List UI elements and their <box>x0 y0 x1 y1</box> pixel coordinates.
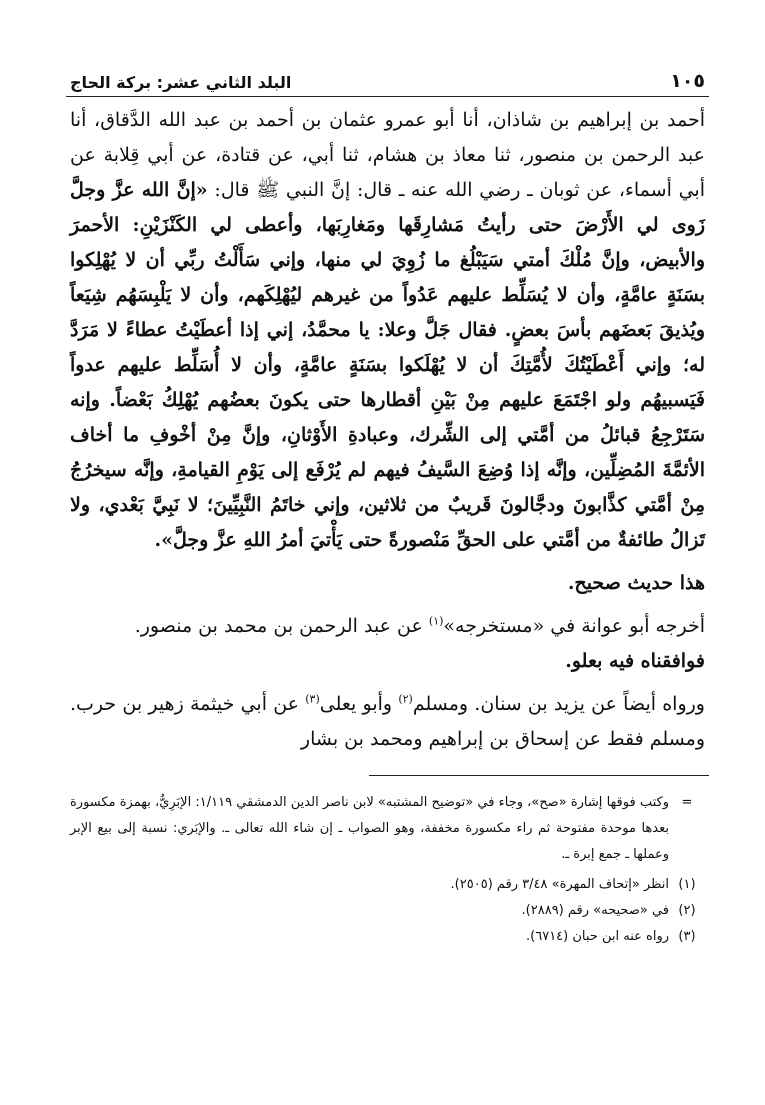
footnote-3 <box>70 924 705 950</box>
footnote-ref-3[interactable]: (٣) <box>305 692 320 706</box>
footnote-text: انظر «إتحاف المهرة» ٣/٤٨ رقم (٢٥٠٥). <box>450 877 669 892</box>
main-text <box>66 103 709 757</box>
verdict-text: هذا حديث صحيح. <box>567 572 705 594</box>
footnote-mark: (٢) <box>678 903 696 918</box>
isnad-text: أحمد بن إبراهيم بن شاذان، أنا أبو عمرو عثمان بن أحمد بن عبد الله الدَّقاق، أنا عبد الرحمن بن منصور، ثنا معاذ بن هشام، ثنا أبي، عن قتادة، عن أبي قِلابة عن أبي أسماء، عن ثوبان ـ رضي الله عنه ـ قال: إنَّ النبي ﷺ قال: <box>70 109 705 201</box>
footnote-2 <box>70 898 705 924</box>
footnote-ref-1[interactable]: (١) <box>428 614 444 628</box>
footnote-1 <box>70 872 705 898</box>
takhrij-paragraph <box>70 609 705 679</box>
hadith-text: «إنَّ الله عزَّ وجلَّ زَوى لي الأَرْضَ حتى رأيتُ مَشارِقَها ومَغارِبَها، وأعطى لي الكَنْزَيْنِ: الأحمرَ والأبيض، وإنَّ مُلْكَ أمتي سَيَبْلُغ ما زُوِيَ لي منها، وإني سَأَلْتُ ربِّي أن لا يُهْلِكوا بسَنَةٍ عامَّةٍ، وأن لا يُسَلِّط عليهم عَدُواً من غيرهم ليُهْلِكَهم، وأن لا يَلْبِسَهُم شِيَعاً ويُذيقَ بَعضَهم بأسَ بعضٍ. فقال جَلَّ وعلا: يا محمَّدُ، إني إذا أعطَيْتُ عطاءً لا مَرَدَّ له؛ وإني أَعْطَيْتُكَ لأُمَّتِكَ أن لا يُهْلَكوا بسَنَةٍ عامَّةٍ، وأن لا أُسَلِّط عليهم عدواً فَيَسبيهُم ولو اجْتَمَعَ عليهم مِنْ بَيْنِ أقطارها حتى يكونَ بعضُهم يُهْلِكُ بَعْضاً. وإنه سَتَرْجِعُ قبائلُ من أمَّتي إلى الشِّرك، وعبادةِ الأَوْثانِ، وإنَّ مِنْ أخْوفِ ما أخاف الأئمَّةَ المُضِلِّين، وإنَّه إذا وُضِعَ السَّيفُ فيهم لم يُرْفَع إلى يَوْمِ القيامةِ، وإنَّه سيخرُجُ مِنْ أمَّتي كذَّابونَ ودجَّالونَ قَريبٌ من ثلاثين، وإني خاتَمُ النَّبِيِّينَ؛ لا نَبِيَّ بَعْدي، ولا تَزالُ طائفةٌ من أمَّتي على الحقِّ مَنْصورةً حتى يَأْتيَ أمرُ اللهِ عزَّ وجلَّ». <box>70 179 705 551</box>
footnote-mark: (٣) <box>678 929 696 944</box>
riwaya-text-b: وأبو يعلى <box>319 693 399 715</box>
continuation-text: وكتب فوقها إشارة «صح»، وجاء في «توضيح المشتبه» لابن ناصر الدين الدمشقي ١/١١٩: الإبَرِيُّ، بهمزة مكسورة بعدها موحدة مفتوحة ثم راء مكسورة مخففة، وهو الصواب ـ إن شاء الله تعالى ـ. والإبَري: نسبة إلى بيع الإبر وعملها ـ جمع إبرة ـ. <box>70 795 669 862</box>
takhrij-note: فوافقناه فيه بعلو. <box>565 650 705 672</box>
continuation-mark: = <box>681 795 693 810</box>
page-number: ١٠٥ <box>670 70 705 92</box>
footnote-text: في «صحيحه» رقم (٢٨٨٩). <box>521 903 669 918</box>
footnotes <box>66 790 709 950</box>
footnote-ref-2[interactable]: (٢) <box>398 692 413 706</box>
footnote-divider <box>369 775 709 776</box>
footnote-mark: (١) <box>678 877 696 892</box>
running-header <box>66 60 709 97</box>
takhrij-text-b: عن عبد الرحمن بن محمد بن منصور. <box>134 615 429 637</box>
riwaya-text-a: ورواه أيضاً عن يزيد بن سنان. ومسلم <box>412 693 705 715</box>
footnote-text: رواه عنه ابن حبان (٦٧١٤). <box>526 929 669 944</box>
footnote-continuation <box>70 790 705 868</box>
riwaya-text-c: عن أبي خيثمة زهير بن حرب. ومسلم فقط عن إسحاق بن إبراهيم ومحمد بن بشار <box>70 693 705 750</box>
riwaya-paragraph <box>70 687 705 757</box>
hadith-paragraph <box>70 103 705 558</box>
running-title: البلد الثاني عشر: بركة الحاج <box>70 73 292 92</box>
takhrij-text-a: أخرجه أبو عوانة في «مستخرجه» <box>443 615 705 637</box>
